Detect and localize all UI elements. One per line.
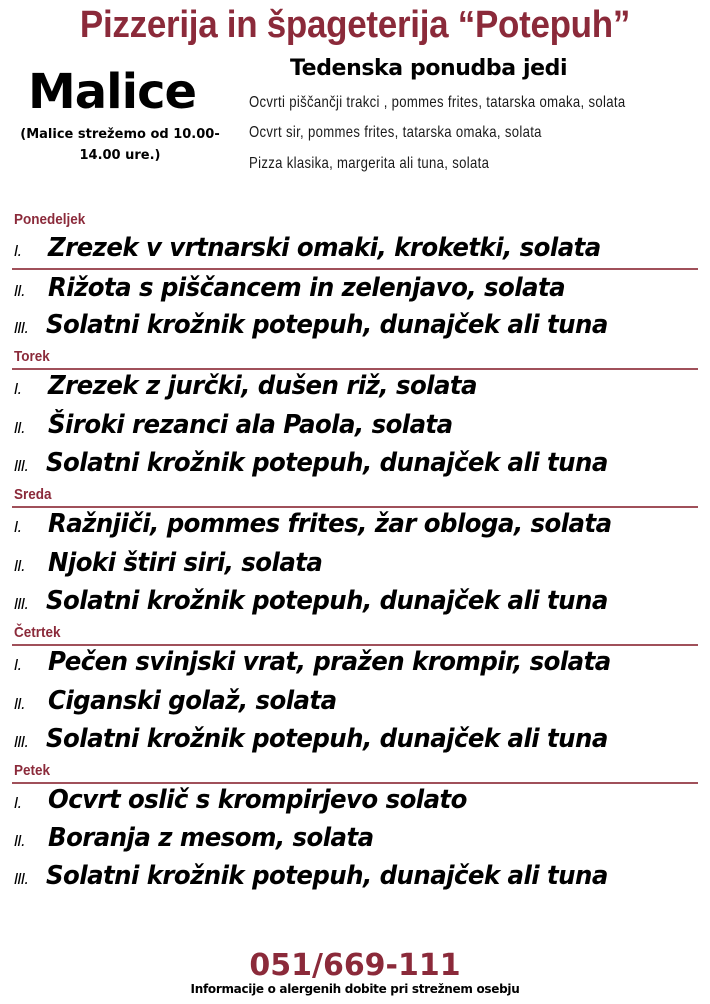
weekly-offer-item: Ocvrt sir, pommes frites, tatarska omaka, solata	[249, 124, 542, 141]
dish-text: Ocvrt oslič s krompirjevo solato	[48, 785, 467, 815]
dish-row	[14, 448, 644, 478]
dish-row	[14, 586, 644, 616]
dish-row	[14, 548, 340, 578]
dish-row	[14, 686, 355, 716]
dish-text: Ražnjiči, pommes frites, žar obloga, solata	[48, 509, 612, 539]
dish-number: III.	[14, 319, 29, 337]
dish-number: I.	[14, 242, 22, 260]
dish-number: III.	[14, 595, 29, 613]
day-label-sreda: Sreda	[14, 486, 52, 503]
dish-text: Zrezek v vrtnarski omaki, kroketki, solata	[48, 233, 601, 263]
weekly-offer-item: Ocvrti piščančji trakci , pommes frites, tatarska omaka, solata	[249, 94, 626, 111]
dish-row	[14, 861, 644, 891]
dish-row	[14, 310, 644, 340]
dish-row	[14, 823, 394, 853]
day-label-ponedeljek: Ponedeljek	[14, 211, 86, 228]
dish-number: II.	[14, 832, 25, 850]
dish-number: II.	[14, 557, 25, 575]
dish-text: Solatni krožnik potepuh, dunajček ali tuna	[46, 724, 608, 754]
dish-text: Solatni krožnik potepuh, dunajček ali tuna	[46, 448, 608, 478]
section-title-malice: Malice	[28, 64, 197, 120]
dish-text: Solatni krožnik potepuh, dunajček ali tuna	[46, 861, 608, 891]
weekly-offer-item: Pizza klasika, margerita ali tuna, solata	[249, 155, 490, 172]
dish-row	[14, 724, 644, 754]
weekly-offer-title: Tedenska ponudba jedi	[290, 56, 568, 81]
day-label-petek: Petek	[14, 762, 51, 779]
divider	[12, 368, 698, 370]
dish-text: Rižota s piščancem in zelenjavo, solata	[48, 273, 565, 303]
divider	[12, 506, 698, 508]
day-label-cetrtek: Četrtek	[14, 624, 61, 641]
dish-number: I.	[14, 794, 22, 812]
dish-row	[14, 273, 598, 303]
dish-text: Zrezek z jurčki, dušen riž, solata	[48, 371, 477, 401]
dish-row	[14, 509, 647, 539]
day-label-torek: Torek	[14, 348, 50, 365]
dish-text: Ciganski golaž, solata	[48, 686, 337, 716]
dish-row	[14, 785, 494, 815]
dish-number: III.	[14, 870, 29, 888]
dish-text: Solatni krožnik potepuh, dunajček ali tuna	[46, 586, 608, 616]
dish-number: I.	[14, 656, 22, 674]
dish-number: III.	[14, 733, 29, 751]
restaurant-title: Pizzerija in špageterija “Potepuh”	[79, 4, 631, 46]
dish-number: II.	[14, 695, 25, 713]
divider	[12, 268, 698, 270]
dish-text: Pečen svinjski vrat, pražen krompir, solata	[48, 647, 611, 677]
dish-row	[14, 233, 636, 263]
dish-row	[14, 371, 504, 401]
allergen-note: Informacije o alergenih dobite pri strežnem osebju	[190, 982, 520, 996]
dish-number: III.	[14, 457, 29, 475]
dish-number: I.	[14, 380, 22, 398]
dish-text: Njoki štiri siri, solata	[48, 548, 323, 578]
dish-number: II.	[14, 282, 25, 300]
dish-text: Solatni krožnik potepuh, dunajček ali tuna	[46, 310, 608, 340]
dish-row	[14, 410, 478, 440]
divider	[12, 782, 698, 784]
dish-number: II.	[14, 419, 25, 437]
serving-hours-note: (Malice strežemo od 10.00- 14.00 ure.)	[20, 127, 220, 163]
dish-text: Široki rezanci ala Paola, solata	[48, 410, 453, 440]
divider	[12, 644, 698, 646]
dish-row	[14, 647, 647, 677]
phone-number: 051/669-111	[249, 948, 461, 983]
dish-number: I.	[14, 518, 22, 536]
dish-text: Boranja z mesom, solata	[48, 823, 374, 853]
